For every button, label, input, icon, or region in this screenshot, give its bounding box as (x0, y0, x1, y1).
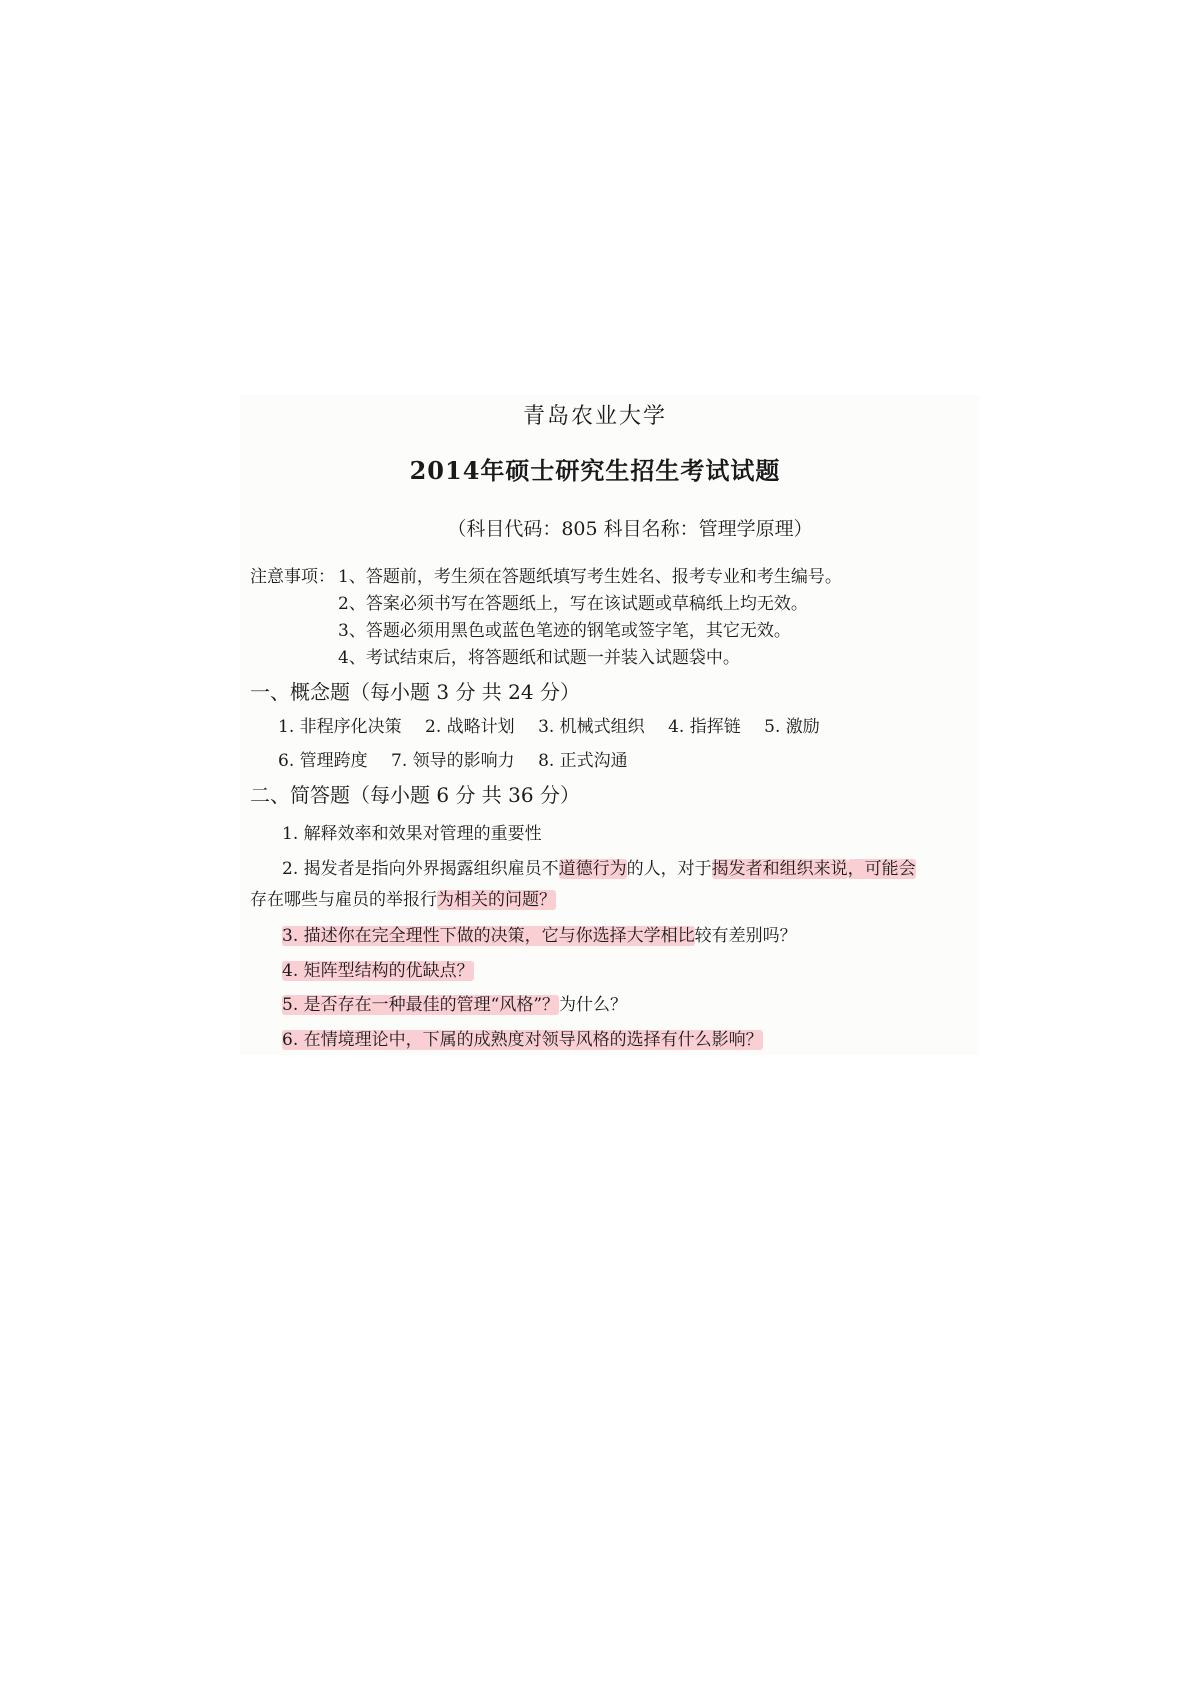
highlight: 揭发者和组织来说 (711, 859, 848, 879)
highlight: 4. 矩阵型结构的优缺点？ (282, 961, 474, 981)
concept-item: 1. 非程序化决策 (278, 717, 402, 737)
question-text: 2. 揭发者是指向外界揭露组织雇员不 (282, 859, 559, 879)
university-title: 青岛农业大学 (522, 404, 667, 429)
subject-line: （科目代码：805 科目名称：管理学原理） (447, 518, 813, 540)
question-6 (282, 1029, 763, 1051)
section2-heading: 二、简答题（每小题 6 分 共 36 分） (250, 783, 580, 807)
highlight: 为相关的问题？ (437, 890, 556, 910)
question-2-line-1 (282, 858, 916, 880)
concept-item: 6. 管理跨度 (278, 751, 368, 771)
question-text: 存在哪些与雇员的举报行 (250, 890, 437, 910)
concept-row-2 (278, 750, 646, 772)
highlight: 道德行为 (558, 859, 627, 879)
concept-row-1 (278, 716, 838, 738)
section1-heading: 一、概念题（每小题 3 分 共 24 分） (250, 680, 580, 704)
question-text: 为什么？ (559, 995, 628, 1015)
concept-item: 4. 指挥链 (668, 717, 741, 737)
question-1: 1. 解释效率和效果对管理的重要性 (282, 824, 542, 844)
notice-item-2: 2、答案必须书写在答题纸上，写在该试题或草稿纸上均无效。 (338, 594, 808, 614)
exam-title: 2014年硕士研究生招生考试试题 (409, 456, 781, 485)
concept-item: 3. 机械式组织 (538, 717, 645, 737)
concept-item: 2. 战略计划 (425, 717, 515, 737)
question-5 (282, 994, 627, 1016)
question-4 (282, 960, 474, 982)
question-3 (282, 925, 797, 947)
concept-item: 8. 正式沟通 (538, 751, 628, 771)
highlight: 5. 是否存在一种最佳的管理“风格”？ (282, 995, 560, 1015)
notice-lead: 注意事项： (250, 567, 335, 587)
notice-item-1: 1、答题前，考生须在答题纸填写考生姓名、报考专业和考生编号。 (338, 567, 842, 587)
question-2-line-2 (250, 889, 556, 911)
concept-item: 5. 激励 (764, 717, 820, 737)
notice-item-4: 4、考试结束后，将答题纸和试题一并装入试题袋中。 (338, 648, 740, 668)
concept-item: 7. 领导的影响力 (391, 751, 515, 771)
question-text: 的人，对于 (626, 859, 712, 879)
notice-item-3: 3、答题必须用黑色或蓝色笔迹的钢笔或签字笔，其它无效。 (338, 621, 791, 641)
highlight: 3. 描述你在完全理性下做的决策，它与你选择大学相比 (282, 926, 695, 946)
question-text: 较有差别吗？ (694, 926, 797, 946)
highlight: ，可能会 (847, 859, 916, 879)
highlight: 6. 在情境理论中，下属的成熟度对领导风格的选择有什么影响？ (282, 1030, 763, 1050)
